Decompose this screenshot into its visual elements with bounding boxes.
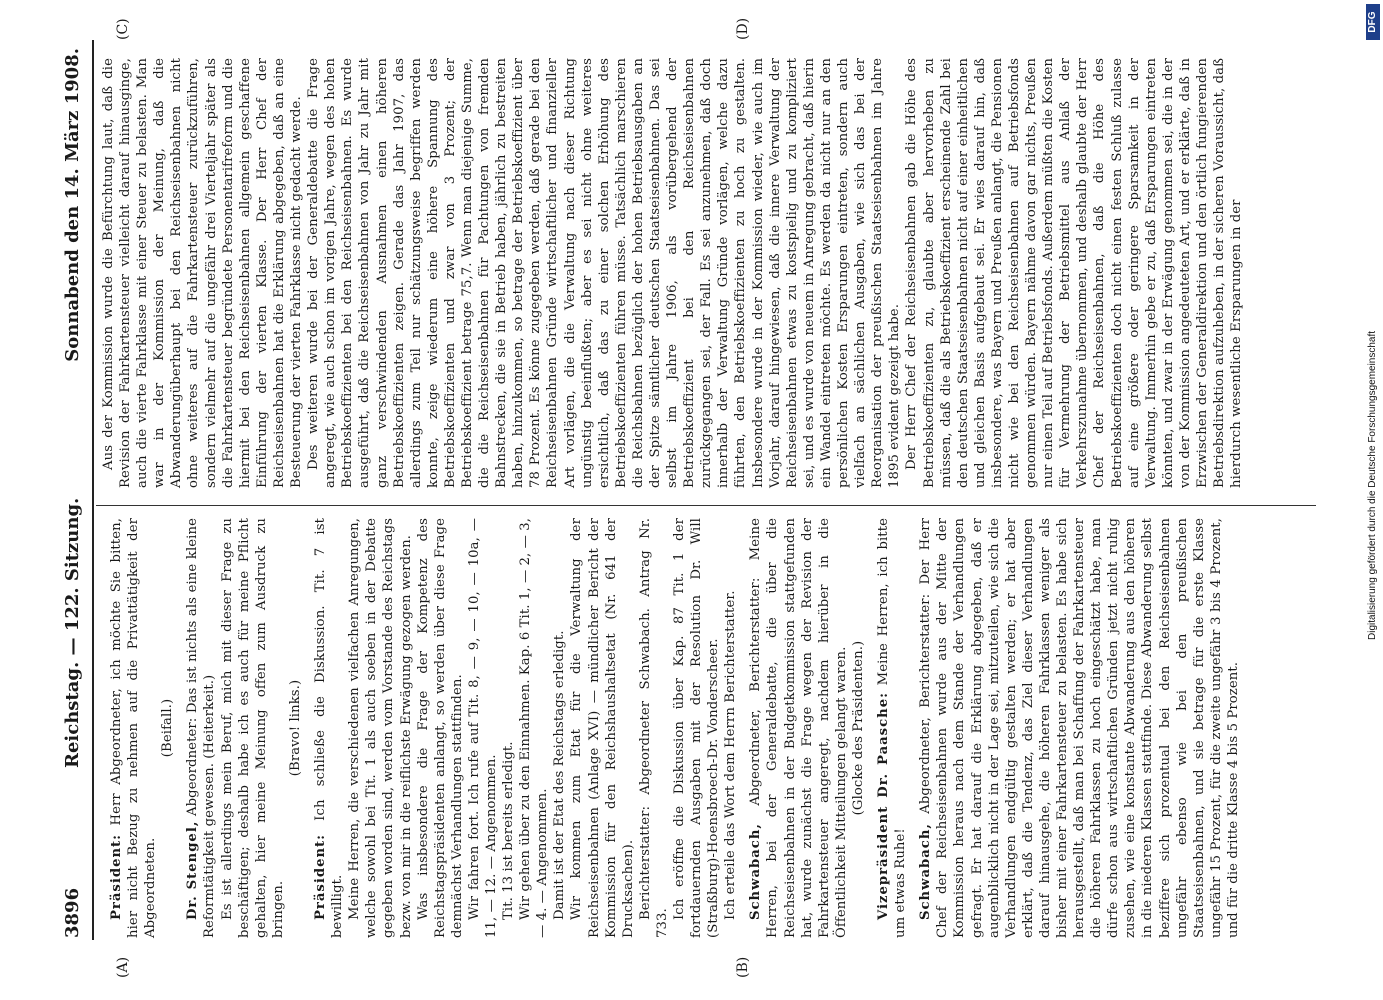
session-title: Reichstag. — 122. Sitzung. xyxy=(62,497,83,768)
paragraph xyxy=(903,58,1245,488)
header-rule xyxy=(92,40,94,940)
session-date: Sonnabend den 14. März 1908. xyxy=(62,48,83,362)
page-number: 3896 xyxy=(62,887,83,938)
paragraph-text: Abgeordneter, Berichterstatter: Meine Herren, bei der Generaldebatte, die über die Reichseisenbahnen in der Budgetkommission stattgefunden hat, wurde zunächst die Frage wegen der Revision der Fahrkartensteuer angeregt, nachdem hierüber in die Öffentlichkeit Mitteilungen gelangt waren. xyxy=(748,518,849,938)
margin-marker-d: (D) xyxy=(735,17,751,40)
paragraph-text: Berichterstatter: Abgeordneter Schwabach. Antrag Nr. 733. xyxy=(637,518,670,938)
margin-marker-a: (A) xyxy=(115,956,131,978)
paragraph xyxy=(671,518,722,938)
paragraph xyxy=(184,518,218,938)
speaker-name: Dr. Stengel, xyxy=(185,820,201,920)
speaker-name: Präsident: xyxy=(313,833,329,920)
paragraph-text: Es ist allerdings mein Beruf, mich mit dieser Frage zu beschäftigen; deshalb habe ich es auch für meine Pflicht gehalten, hier meine Meinung offen zum Ausdruck zu bringen. xyxy=(219,518,286,938)
paragraph-text: Damit ist der Etat des Reichstags erledigt. xyxy=(552,630,568,920)
paragraph-text: (Bravo! links.) xyxy=(287,679,303,777)
paragraph xyxy=(551,518,568,938)
speaker-name: Präsident: xyxy=(109,833,124,920)
speaker-name: Schwabach, xyxy=(748,822,764,920)
paragraph-text: Tit. 13 ist bereits erledigt. xyxy=(501,741,517,920)
paragraph-text: Wir kommen zum Etat für die Verwaltung der Reichseisenbahnen (Anlage XVI) — mündlicher Bericht der Kommission für den Reichshaushaltsetat (Nr. 641 der Drucksachen). xyxy=(569,518,636,938)
paragraph xyxy=(747,518,850,938)
paragraph xyxy=(312,518,346,938)
paragraph-text: Wir gehen über zu den Einnahmen. Kap. 6 Tit. 1, — 2, — 3, — 4. — Angenommen. xyxy=(518,518,551,938)
paragraph-text: Was insbesondere die Frage der Kompetenz des Reichstagspräsidenten anlangt, so werden über diese Frage demnächst Verhandlungen stattfinden. xyxy=(415,518,465,938)
paragraph xyxy=(850,518,867,938)
paragraph-text: Des weiteren wurde bei der Generaldebatte die Frage angeregt, wie auch schon im vorigen Jahre, wegen des hohen Betriebskoeffizienten bei den Reichseisenbahnen. Es wurde ausgeführt, daß die Reichseisenbahnen von Jahr zu Jahr mit ganz verschwindenden Ausnahmen einen höheren Betriebskoeffizienten zeigen. Gerade das Jahr 1907, das allerdings zum Teil nur schätzungsweise begriffen werden konnte, zeige wiederum eine höhere Spannung des Betriebskoeffizienten und zwar von 3 Prozent; der Betriebskoeffizient betrage 75,7. Wenn man diejenige Summe, die die Reichseisenbahnen für Pachtungen von fremden Bahnstrecken, die sie in Betrieb haben, jährlich zu bestreiten haben, hinzukommen, so betrage der Betriebskoeffizient über 78 Prozent. Es könne zugegeben werden, daß gerade bei den Reichseisenbahnen Gründe wirtschaftlicher und finanzieller Art vorlägen, die die Verwaltung nach dieser Richtung ungünstig beeinflußten; aber es sei nicht ohne weiteres ersichtlich, daß das zu einer solchen Erhöhung des Betriebskoeffizienten führen müsse. Tatsächlich marschieren die Reichsbahnen bezüglich der hohen Betriebsausgaben an der Spitze sämtlicher deutschen Staatseisenbahnen. Das sei selbst im Jahre 1906, als vorübergehend der Betriebskoeffizient bei den Reichseisenbahnen zurückgegangen sei, der Fall. Es sei anzunehmen, daß doch innerhalb der Verwaltung Gründe vorlägen, welche dazu führten, den Betriebskoeffizienten zu hoch zu gestalten. Insbesondere wurde in der Kommission wieder, wie auch im Vorjahr, darauf hingewiesen, daß die innere Verwaltung der Reichseisenbahnen etwas zu kostspielig und zu kompliziert sei, und es wurde von neuem in Anregung gebracht, daß hierin ein Wandel eintreten möchte. Es werden da nicht nur an den persönlichen Kosten Ersparungen eintreten, sondern auch vielfach an sächlichen Ausgaben, wie sich das bei der Reorganisation der preußischen Staatseisenbahnen im Jahre 1895 evident gezeigt habe. xyxy=(306,58,903,488)
paragraph xyxy=(100,58,305,488)
credit-text: Digitalisierung gefördert durch die Deutsche Forschungsgemeinschaft xyxy=(1367,330,1378,640)
paragraph-text: Herr Abgeordneter, ich möchte Sie bitten, hier nicht Bezug zu nehmen auf die Privattätigkeit der Abgeordneten. xyxy=(109,518,159,938)
paragraph-text: (Beifall.) xyxy=(160,698,176,758)
paragraph-text: Aus der Kommission wurde die Befürchtung laut, daß die Revision der Fahrkartensteuer vielleicht darauf hinausginge, auch die vierte Fahrklasse mit einer Steuer zu belasten. Man war in der Kommission der Meinung, daß die Abwanderungüberhaupt bei den Reichseisenbahnen nicht ohne weiteres auf die Fahrkartensteuer zurückzuführen, sondern vielmehr auf die ungefähr drei Vierteljahr später als die Fahrkartensteuer begründete Personentarifreform und die hiermit bei den Reichseisenbahnen allgemein geschaffene Einführung der vierten Klasse. Der Herr Chef der Reichseisenbahnen hat die Erklärung abgegeben, daß an eine Besteuerung der vierten Fahrklasse nicht gedacht werde. xyxy=(101,58,305,488)
paragraph-text: Der Herr Chef der Reichseisenbahnen gab die Höhe des Betriebskoeffizienten zu, glaubte aber hervorheben zu müssen, daß die als Betriebskoeffizient erscheinende Zahl bei den deutschen Staatseisenbahnen nicht auf einer einheitlichen und gleichen Basis aufgebaut sei. Er wies darauf hin, daß insbesondere, was Bayern und Preußen anlangt, die Pensionen nicht wie bei den Reichseisenbahnen auf Betriebsfonds genommen würden. Bayern nähme davon gar nichts, Preußen nur einen Teil auf Betriebsfonds. Außerdem müßten die Kosten für Vermehrung der Betriebsmittel aus Anlaß der Verkehrszunahme übernommen, und deshalb glaubte der Herr Chef der Reichseisenbahnen, daß die Höhe des Betriebskoeffizienten doch nicht einen festen Schluß zulasse auf eine größere oder geringere Sparsamkeit in der Verwaltung. Immerhin gebe er zu, daß Ersparungen eintreten könnten, und zwar in der Erwägung genommen sei, die in der von der Kommission angedeuteten Art, und er erklärte, daß in Erzwischen der Generaldirektion und den örtlich fungierenden Betriebsdirektion aufzuheben, in der sicheren Voraussicht, daß hierdurch wesentliche Ersparungen in der xyxy=(904,58,1245,488)
margin-marker-c: (C) xyxy=(115,18,131,40)
column-divider xyxy=(96,505,1316,506)
paragraph xyxy=(287,518,304,938)
paragraph xyxy=(637,518,671,938)
paragraph-text: Ich erteile das Wort dem Herrn Berichterstatter. xyxy=(723,590,739,920)
right-text-column xyxy=(100,58,1245,488)
dfg-logo: DFG xyxy=(1366,4,1380,40)
paragraph xyxy=(305,58,903,488)
paragraph-text: Abgeordneter: Das ist nichts als eine kleine Reformtätigkeit gewesen. (Heiterkeit.) xyxy=(185,518,218,938)
page-header xyxy=(58,48,88,938)
paragraph xyxy=(108,518,159,938)
paragraph xyxy=(415,518,466,938)
speaker-name: Schwabach, xyxy=(918,822,934,920)
paragraph-text: Ich eröffne die Diskussion über Kap. 87 Tit. 1 der fortdauernden Ausgaben mit der Resolution Dr. Will (Straßburg)-Hoensbroech-Dr. Vonderscheer. xyxy=(672,518,722,938)
paragraph xyxy=(159,518,176,938)
margin-marker-b: (B) xyxy=(735,956,751,978)
paragraph xyxy=(466,518,500,938)
paragraph xyxy=(722,518,739,938)
paragraph xyxy=(219,518,287,938)
paragraph-text: Meine Herren, ich bitte um etwas Ruhe! xyxy=(876,517,909,938)
paragraph xyxy=(517,518,551,938)
paragraph xyxy=(568,518,636,938)
paragraph xyxy=(500,518,517,938)
paragraph-text: (Glocke des Präsidenten.) xyxy=(850,640,866,816)
paragraph xyxy=(917,518,1242,938)
paragraph xyxy=(346,518,414,938)
paragraph-text: Ich schließe die Diskussion. Tit. 7 ist bewilligt. xyxy=(313,518,346,938)
digitization-credit xyxy=(1366,0,1382,1000)
left-text-column xyxy=(100,518,1242,938)
speaker-name: Vizepräsident Dr. Paasche: xyxy=(876,692,892,920)
paragraph-text: Wir fahren fort. Ich rufe auf Tit. 8, — 9, — 10, — 10a, — 11, — 12. — Angenommen. xyxy=(466,518,499,938)
paragraph xyxy=(875,518,909,938)
paragraph-text: Abgeordneter, Berichterstatter: Der Herr Chef der Reichseisenbahnen wurde aus der Mitte der Kommission heraus nach dem Stande der Verhandlungen gefragt. Er hat darauf die Erklärung abgegeben, daß er augenblicklich nicht in der Lage sei, mitzuteilen, wie sich die Verhandlungen endgültig gestalten werden; er hat aber erklärt, daß die Tendenz, das Ziel dieser Verhandlungen darauf hinausgehe, die höheren Fahrklassen weniger als bisher mit einer Fahrkartensteuer zu belasten. Es habe sich herausgestellt, daß man bei Schaffung der Fahrkartensteuer die höheren Fahrklassen zu hoch eingeschätzt habe, man dürfe schon aus wirtschaftlichen Gründen jetzt nicht ruhig zusehen, wie eine konstante Abwanderung aus den höheren in die niederen Klassen stattfinde. Diese Abwanderung selbst beziffere sich prozentual bei den Reichseisenbahnen ungefähr ebenso wie bei den preußischen Staatseisenbahnen, und sie betrage für die erste Klasse ungefähr 15 Prozent, für die zweite ungefähr 3 bis 4 Prozent, und für die dritte Klasse 4 bis 5 Prozent. xyxy=(918,518,1241,938)
paragraph-text: Meine Herren, die verschiedenen vielfachen Anregungen, welche sowohl bei Tit. 1 als auch soeben in der Debatte gegeben worden sind, werden vom Vorstande des Reichstags bezw. von mir in die reiflichste Erwägung gezogen werden. xyxy=(347,518,414,938)
